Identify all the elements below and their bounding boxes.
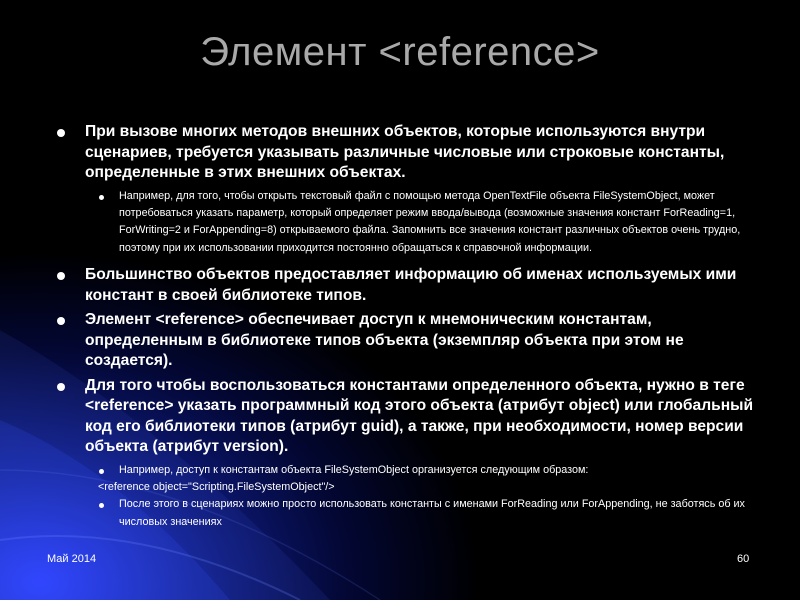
sub-bullet-4b-text: После этого в сценариях можно просто использовать константы с именами ForReading или ForAppending, не заботясь об их числовых значениях xyxy=(119,498,745,528)
sub-bullet-4b xyxy=(119,496,766,531)
bullet-3 xyxy=(54,310,766,372)
sub-bullet-1-text: Например, для того, чтобы открыть текстовый файл с помощью метода OpenTextFile объекта FileSystemObject, может потребоваться указать параметр, который определяет режим ввода/вывода (возможные значения констант ForReading=1, ForWriting=2 и ForAppending=8) открываемого файла. Запомнить все значения констант различных объектов очень трудно, поэтому при их использовании приходится постоянно обращаться к справочной информации. xyxy=(119,189,741,254)
footer-date: Май 2014 xyxy=(47,553,97,565)
sub-bullet-dot-icon xyxy=(99,469,104,474)
sub-bullet-4a-text: Например, доступ к константам объекта FileSystemObject организуется следующим образом: xyxy=(119,463,589,476)
bullet-dot-icon xyxy=(57,129,65,137)
bullet-4 xyxy=(54,376,766,458)
bullet-1-text: При вызове многих методов внешних объектов, которые используются внутри сценариев, требуется указывать различные числовые или строковые константы, определенные в этих внешних объектах. xyxy=(85,123,725,181)
slide-body xyxy=(54,122,766,539)
sub-bullet-1 xyxy=(119,188,766,258)
bullet-2 xyxy=(54,265,766,306)
bullet-dot-icon xyxy=(57,272,65,280)
sub-bullet-dot-icon xyxy=(99,503,104,508)
bullet-dot-icon xyxy=(57,317,65,325)
bullet-2-text: Большинство объектов предоставляет информацию об именах используемых ими констант в своей библиотеке типов. xyxy=(85,266,737,304)
code-example: <reference object="Scripting.FileSystemObject"/> xyxy=(98,481,335,494)
bullet-dot-icon xyxy=(57,383,65,391)
bullet-1 xyxy=(54,122,766,184)
sub-bullet-dot-icon xyxy=(99,195,104,200)
slide-title: Элемент <reference> xyxy=(200,30,600,74)
bullet-4-text: Для того чтобы воспользоваться константами определенного объекта, нужно в теге <reference> указать программный код этого объекта (атрибут object) или глобальный код его библиотеки типов (атрибут guid), а также, при необходимости, номер версии объекта (атрибут version). xyxy=(85,376,754,456)
sub-bullet-4a xyxy=(119,462,766,479)
page-number: 60 xyxy=(737,553,750,565)
bullet-3-text: Элемент <reference> обеспечивает доступ к мнемоническим константам, определенным в библиотеке типов объекта (экземпляр объекта при этом не создается). xyxy=(85,311,684,370)
